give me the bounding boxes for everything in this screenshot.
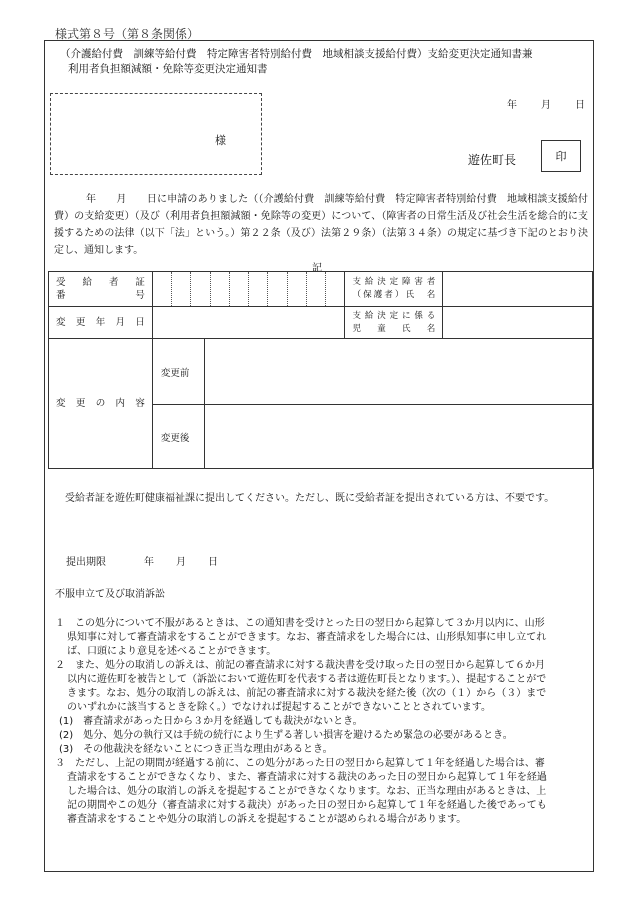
change-content-label: 変 更 の 内 容 <box>49 339 153 469</box>
note-sub-3: (3) その他裁決を経ないことにつき正当な理由があるとき。 <box>59 744 333 755</box>
child-name-label-line2: 児 童 氏 名 <box>352 323 436 334</box>
recipient-name-label <box>345 272 443 307</box>
recipient-name-label-line1: 支給決定障害者 <box>352 277 436 287</box>
note-1-line-1: １ この処分について不服があるときは、この通知書を受けとった日の翌日から起算して３か月以内に、山形 <box>55 618 545 629</box>
note-3-line-2: 査請求をすることができなくなり、また、審査請求に対する裁決のあった日の翌日から起算して１年を経過 <box>67 772 547 783</box>
deadline-day: 日 <box>208 557 218 568</box>
decision-table <box>48 271 593 469</box>
submit-notice: 受給者証を遊佐町健康福祉課に提出してください。ただし、既に受給者証を提出されている方は、不要です。 <box>65 493 555 504</box>
note-3-line-3: した場合は、処分の取消しの訴えを提起することができなくなります。なお、正当な理由があるときは、上 <box>67 786 547 797</box>
before-value[interactable] <box>204 339 592 405</box>
before-label: 変更前 <box>152 339 204 405</box>
child-name-label-line1: 支給決定に係る <box>352 310 436 321</box>
intro-paragraph: 年 月 日に申請のありました（（介護給付費 訓練等給付費 特定障害者特別給付費 地域相談支援給付費）の支給変更）（及び（利用者負担額減額・免除等の変更）について、（障害者の日常生活及び社会生活を総合的に支援するための法律（以下「法」という。）第２２条（及び）法第２９条）（法第３４条）の規定に基づき下記のとおり決定し、通知します。 <box>54 194 588 256</box>
deadline-month: 月 <box>176 557 186 568</box>
date-day: 日 <box>575 100 585 111</box>
addressee-box <box>50 93 262 175</box>
date-year: 年 <box>507 100 517 111</box>
child-name-label <box>345 307 443 339</box>
note-2-line-4: のいずれかに該当するときを除く。）でなければ提起することができないこととされています。 <box>67 702 491 713</box>
issuer-name: 遊佐町長 <box>468 153 517 167</box>
recipient-name-value[interactable] <box>443 272 593 307</box>
recipient-name-label-line2: （保護者）氏 名 <box>352 290 436 300</box>
change-date-value[interactable] <box>152 307 345 339</box>
note-2-line-2: 以内に遊佐町を被告として（訴訟において遊佐町を代表する者は遊佐町長となります。）、提起することがで <box>67 674 547 685</box>
recipient-number-label <box>49 272 153 307</box>
deadline-year: 年 <box>144 557 154 568</box>
after-label: 変更後 <box>152 405 204 469</box>
title-line-1: （介護給付費 訓練等給付費 特定障害者特別給付費 地域相談支援給付費）支給変更決定通知書兼 <box>60 48 533 60</box>
note-3-line-4: 記の期間やこの処分（審査請求に対する裁決）があった日の翌日から起算して１年を経過した後であっても <box>67 800 547 811</box>
note-1-line-3: ば、口頭により意見を述べることができます。 <box>67 646 277 657</box>
note-sub-2: (2) 処分、処分の執行又は手続の続行により生ずる著しい損害を避けるため緊急の必要があるとき。 <box>59 730 513 741</box>
child-name-value[interactable] <box>443 307 593 339</box>
note-1-line-2: 県知事に対して審査請求をすることができます。なお、審査請求をした場合には、山形県知事に申し立てれ <box>67 632 547 643</box>
ki-heading: 記 <box>312 263 322 274</box>
note-2-line-1: ２ また、処分の取消しの訴えは、前記の審査請求に対する裁決書を受け取った日の翌日から起算して６か月 <box>55 660 545 671</box>
deadline-label: 提出期限 <box>66 557 106 568</box>
recipient-number-label-line2: 番 号 <box>56 290 145 301</box>
appeal-heading: 不服申立て及び取消訴訟 <box>55 589 165 600</box>
date-month: 月 <box>541 100 551 111</box>
addressee-suffix: 様 <box>215 134 226 147</box>
form-number-label: 様式第８号（第８条関係） <box>55 27 200 41</box>
note-3-line-5: 審査請求をすることや処分の取消しの訴えを提起することが認められる場合があります。 <box>67 814 467 825</box>
note-3-line-1: ３ ただし、上記の期間が経過する前に、この処分があった日の翌日から起算して１年を経過した場合は、審 <box>55 758 545 769</box>
seal-text: 印 <box>555 150 567 163</box>
note-2-line-3: きます。なお、処分の取消しの訴えは、前記の審査請求に対する裁決を経た後（次の（１）から（３）まで <box>67 688 547 699</box>
seal-box <box>541 140 581 172</box>
change-date-label: 変 更 年 月 日 <box>49 307 153 339</box>
after-value[interactable] <box>204 405 592 469</box>
title-line-2: 利用者負担額減額・免除等変更決定通知書 <box>68 63 268 75</box>
note-sub-1: (1) 審査請求があった日から３か月を経過しても裁決がないとき。 <box>59 716 363 727</box>
recipient-number-label-line1: 受 給 者 証 <box>56 277 145 288</box>
recipient-number-cells[interactable] <box>152 272 345 307</box>
